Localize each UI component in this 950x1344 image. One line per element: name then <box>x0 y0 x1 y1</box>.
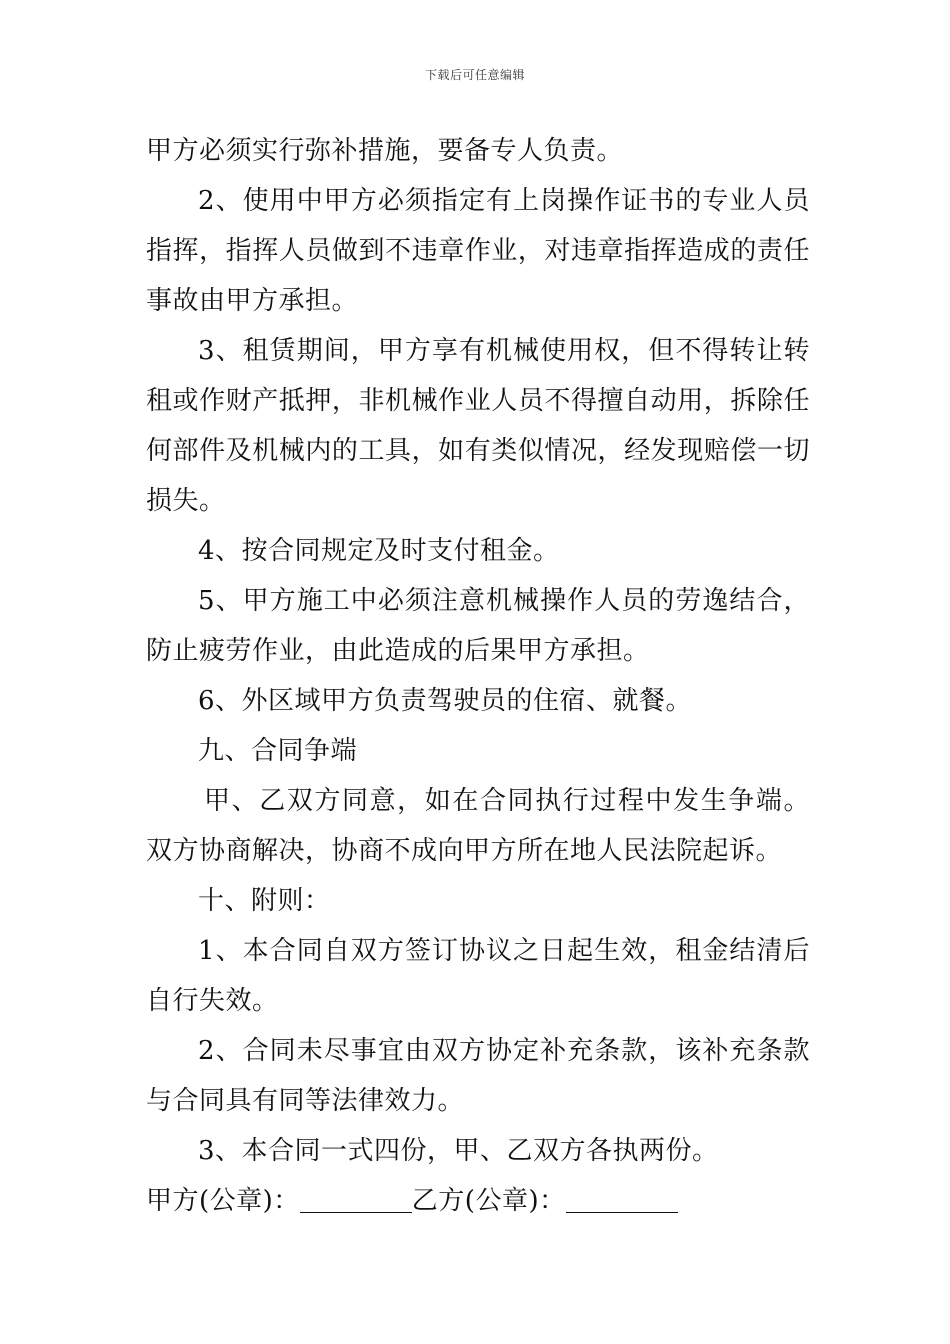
paragraph-appendix-1: 1、本合同自双方签订协议之日起生效，租金结清后自行失效。 <box>146 936 810 1016</box>
paragraph-clause-6: 6、外区域甲方负责驾驶员的住宿、就餐。 <box>198 686 693 716</box>
paragraph-clause-3: 3、租赁期间，甲方享有机械使用权，但不得转让转租或作财产抵押，非机械作业人员不得擅自动用，拆除任何部件及机械内的工具，如有类似情况，经发现赔偿一切损失。 <box>146 336 810 516</box>
page-header-note: 下载后可任意编辑 <box>424 68 525 82</box>
section-heading-appendix: 十、附则： <box>198 886 331 916</box>
paragraph-clause-4: 4、按合同规定及时支付租金。 <box>198 536 560 566</box>
paragraph-clause-5: 5、甲方施工中必须注意机械操作人员的劳逸结合，防止疲劳作业，由此造成的后果甲方承担。 <box>146 586 810 666</box>
paragraph-clause-2: 2、使用中甲方必须指定有上岗操作证书的专业人员指挥，指挥人员做到不违章作业，对违章指挥造成的责任事故由甲方承担。 <box>146 186 810 316</box>
signature-line <box>146 1176 810 1226</box>
party-a-blank <box>300 1182 412 1213</box>
party-b-label: 乙方(公章)： <box>411 1186 566 1216</box>
paragraph-continuation: 甲方必须实行弥补措施，要备专人负责。 <box>146 136 624 166</box>
paragraph-appendix-3: 3、本合同一式四份，甲、乙双方各执两份。 <box>198 1136 719 1166</box>
section-heading-dispute: 九、合同争端 <box>198 736 358 766</box>
document-body <box>146 126 810 1226</box>
party-a-label: 甲方(公章)： <box>146 1186 300 1216</box>
paragraph-dispute: 甲、乙双方同意，如在合同执行过程中发生争端。双方协商解决，协商不成向甲方所在地人民法院起诉。 <box>146 786 810 866</box>
paragraph-appendix-2: 2、合同未尽事宜由双方协定补充条款，该补充条款与合同具有同等法律效力。 <box>146 1036 810 1116</box>
party-b-blank <box>566 1182 678 1213</box>
